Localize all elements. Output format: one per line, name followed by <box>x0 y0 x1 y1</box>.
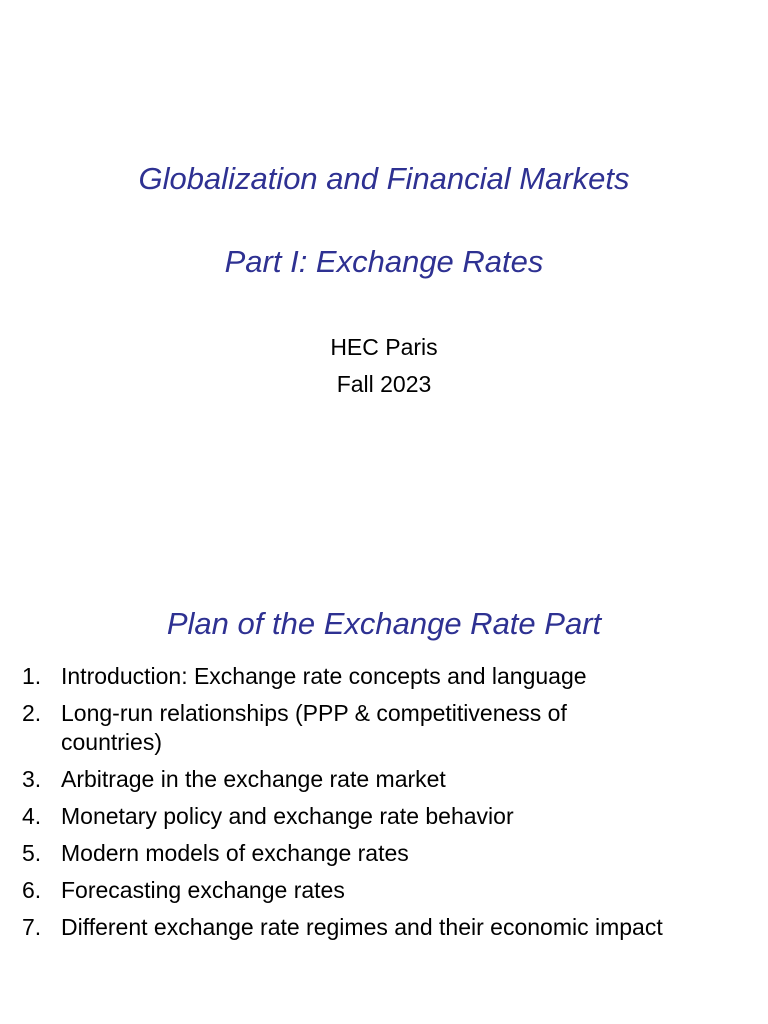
list-item <box>0 876 768 905</box>
item-text: Modern models of exchange rates <box>61 840 409 866</box>
item-number: 5. <box>22 840 42 866</box>
list-item <box>0 802 768 831</box>
list-item <box>0 662 768 691</box>
item-text: Long-run relationships (PPP & competitiveness of countries) <box>61 700 567 755</box>
school-name: HEC Paris <box>330 334 438 360</box>
item-number: 4. <box>22 803 42 829</box>
plan-title: Plan of the Exchange Rate Part <box>166 606 602 641</box>
plan-list <box>0 662 768 950</box>
item-text: Forecasting exchange rates <box>61 877 345 903</box>
plan-slide <box>0 512 768 1024</box>
list-item <box>0 765 768 794</box>
item-number: 7. <box>22 914 42 940</box>
item-text: Different exchange rate regimes and their economic impact <box>61 914 663 940</box>
list-item <box>0 913 768 942</box>
item-text: Arbitrage in the exchange rate market <box>61 766 446 792</box>
item-number: 6. <box>22 877 42 903</box>
item-number: 3. <box>22 766 42 792</box>
course-title: Globalization and Financial Markets <box>138 161 630 196</box>
list-item <box>0 699 768 757</box>
item-number: 2. <box>22 700 42 726</box>
item-number: 1. <box>22 663 42 689</box>
item-text: Monetary policy and exchange rate behavior <box>61 803 514 829</box>
part-title: Part I: Exchange Rates <box>224 244 544 279</box>
term-label: Fall 2023 <box>336 371 432 397</box>
list-item <box>0 839 768 868</box>
item-text: Introduction: Exchange rate concepts and language <box>61 663 587 689</box>
